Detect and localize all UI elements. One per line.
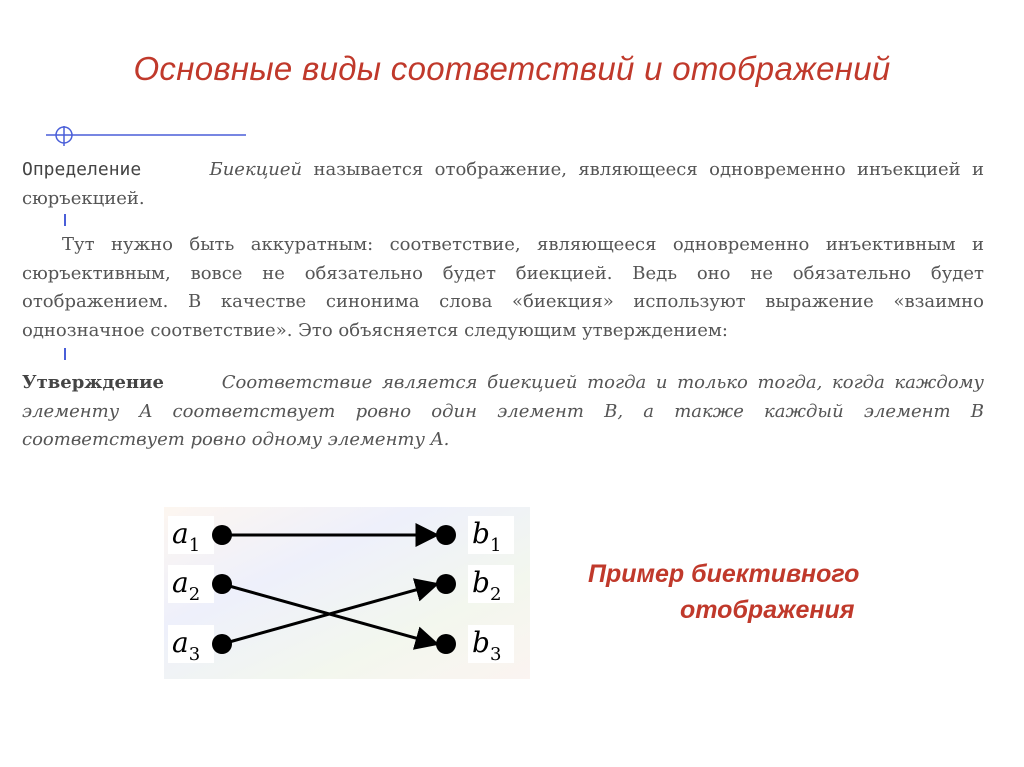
diagram-caption xyxy=(560,556,980,628)
crosshair-icon xyxy=(46,126,256,146)
label-b3: $b_3$ xyxy=(472,626,502,665)
label-a2: $a_2$ xyxy=(172,566,201,605)
caption-line-2: отображения xyxy=(680,596,855,624)
margin-marker xyxy=(64,214,66,226)
caption-line-1: Пример биективного xyxy=(588,560,860,588)
definition-label: Определение xyxy=(22,159,142,180)
dot-a1 xyxy=(212,525,232,545)
label-a3: $a_3$ xyxy=(172,626,201,665)
label-a1: $a_1$ xyxy=(172,517,201,556)
margin-marker xyxy=(64,348,66,360)
dot-b1 xyxy=(436,525,456,545)
statement-paragraph xyxy=(22,369,984,455)
label-b2: $b_2$ xyxy=(472,566,502,605)
label-b1: $b_1$ xyxy=(472,517,502,556)
slide-title: Основные виды соответствий и отображений xyxy=(133,50,891,87)
dot-b2 xyxy=(436,574,456,594)
statement-text: Соответствие является биекцией тогда и только тогда, когда каждому элементу A соответствует ровно один элемент B, а также каждый элемент B соответствует ровно одному элементу A. xyxy=(22,372,984,450)
definition-paragraph xyxy=(22,156,984,213)
dot-b3 xyxy=(436,634,456,654)
note-paragraph xyxy=(22,231,984,345)
note-text: Тут нужно быть аккуратным: соответствие, являющееся одновременно инъективным и сюръективным, вовсе не обязательно будет биекцией. Ведь оно не обязательно будет отображением. В качестве синонима слова «биекция» используют выражение «взаимно однозначное соответствие». Это объясняется следующим утверждением: xyxy=(22,234,984,341)
bijection-diagram xyxy=(164,507,530,679)
dot-a2 xyxy=(212,574,232,594)
definition-term: Биекцией xyxy=(209,159,303,180)
definition-text: называется отображение, являющееся одновременно инъекцией и сюръекцией. xyxy=(22,159,984,209)
dot-a3 xyxy=(212,634,232,654)
statement-label: Утверждение xyxy=(22,372,164,393)
